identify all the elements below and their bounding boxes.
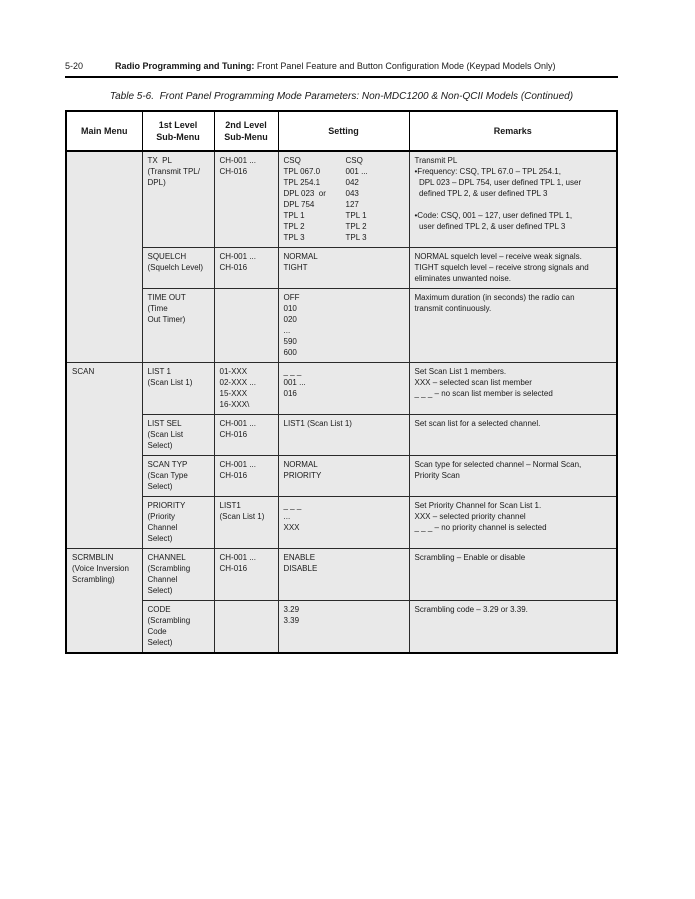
cell-line: Remarks (493, 126, 532, 136)
cell-line: Setting (328, 126, 359, 136)
table-row (66, 497, 617, 549)
cell-line: 02-XXX ... (219, 378, 256, 387)
cell-line: 3.29 (283, 605, 300, 614)
remarks-cell (409, 497, 617, 549)
table-row (66, 601, 617, 654)
column-header-remarks (409, 111, 617, 151)
page-content (65, 61, 618, 654)
cell-line: CH-001 ... (219, 419, 256, 428)
main-menu-cell (66, 151, 142, 363)
cell-line: Sub-Menu (156, 132, 200, 142)
sub1-cell (142, 549, 214, 601)
cell-line: Select) (147, 586, 173, 595)
sub1-cell (142, 456, 214, 497)
cell-line: Select) (147, 638, 173, 647)
cell-line: Scrambling code – 3.29 or 3.39. (414, 605, 528, 614)
cell-line: TPL 2 (345, 222, 367, 231)
table-header-row (66, 111, 617, 151)
cell-line: Scrambling) (72, 575, 115, 584)
cell-line: •Code: CSQ, 001 – 127, user defined TPL 1, (414, 211, 573, 220)
setting-frequency-column (284, 155, 346, 243)
cell-line: Priority Scan (414, 471, 460, 480)
cell-line: CH-016 (219, 167, 248, 176)
sub1-cell (142, 497, 214, 549)
cell-line: TIGHT squelch level – receive strong signals and (414, 263, 589, 272)
cell-line: CH-001 ... (219, 156, 256, 165)
cell-line: Main Menu (81, 126, 128, 136)
cell-line: (Scan Type (147, 471, 188, 480)
sub2-cell (214, 151, 278, 248)
setting-cell (278, 497, 409, 549)
setting-cell (278, 456, 409, 497)
main-menu-cell (66, 549, 142, 654)
cell-line: Select) (147, 534, 173, 543)
cell-line: 001 ... (345, 167, 368, 176)
cell-line: SCRMBLIN (72, 553, 114, 562)
cell-line: CSQ (345, 156, 363, 165)
cell-line: ... (283, 512, 291, 521)
cell-line: TPL 1 (345, 211, 367, 220)
cell-line: DPL 023 or (283, 189, 326, 198)
cell-line: Set scan list for a selected channel. (414, 419, 541, 428)
cell-line: _ _ _ (283, 501, 302, 510)
cell-line: Scrambling – Enable or disable (414, 553, 526, 562)
setting-cell (278, 248, 409, 289)
cell-line: _ _ _ – no priority channel is selected (414, 523, 547, 532)
remarks-cell (409, 289, 617, 363)
cell-line: CH-001 ... (219, 252, 256, 261)
cell-line: XXX – selected priority channel (414, 512, 526, 521)
cell-line: TPL 1 (283, 211, 305, 220)
cell-line: TPL 3 (283, 233, 305, 242)
cell-line: XXX (283, 523, 300, 532)
cell-line: SQUELCH (147, 252, 187, 261)
cell-line: SCAN TYP (147, 460, 188, 469)
table-row (66, 549, 617, 601)
cell-line: CODE (147, 605, 171, 614)
cell-line: PRIORITY (283, 471, 322, 480)
cell-line: TPL 254.1 (283, 178, 321, 187)
cell-line: transmit continuously. (414, 304, 492, 313)
header-title-bold: Radio Programming and Tuning: (115, 61, 255, 71)
table-row (66, 415, 617, 456)
cell-line: Sub-Menu (224, 132, 268, 142)
cell-line: TPL 067.0 (283, 167, 321, 176)
sub1-cell (142, 289, 214, 363)
cell-line: CHANNEL (147, 553, 186, 562)
remarks-cell (409, 456, 617, 497)
cell-line: TX PL (147, 156, 172, 165)
cell-line: CH-016 (219, 564, 248, 573)
table-row (66, 151, 617, 248)
sub2-cell (214, 601, 278, 654)
cell-line: _ _ _ – no scan list member is selected (414, 389, 553, 398)
cell-line: CSQ (283, 156, 301, 165)
cell-line: LIST SEL (147, 419, 182, 428)
cell-line: 01-XXX (219, 367, 248, 376)
cell-line: DPL 754 (283, 200, 315, 209)
column-header-sub1 (142, 111, 214, 151)
cell-line: 590 (283, 337, 297, 346)
header-rule (65, 76, 618, 78)
cell-line: 2nd Level (225, 120, 267, 130)
cell-line: (Time (147, 304, 168, 313)
cell-line: CH-016 (219, 471, 248, 480)
main-menu-cell (66, 363, 142, 549)
cell-line: 010 (283, 304, 297, 313)
table-row (66, 363, 617, 415)
sub1-cell (142, 248, 214, 289)
cell-line: TIGHT (283, 263, 308, 272)
sub1-cell (142, 415, 214, 456)
table-row (66, 289, 617, 363)
header-title (115, 61, 556, 71)
sub1-cell (142, 363, 214, 415)
cell-line: 16-XXX\ (219, 400, 250, 409)
cell-line: (Priority (147, 512, 176, 521)
setting-cell (278, 415, 409, 456)
setting-code-column (346, 155, 405, 243)
cell-line: Set Scan List 1 members. (414, 367, 507, 376)
sub2-cell (214, 289, 278, 363)
cell-line: 016 (283, 389, 297, 398)
cell-line: NORMAL squelch level – receive weak signals. (414, 252, 582, 261)
cell-line: 600 (283, 348, 297, 357)
cell-line: DISABLE (283, 564, 318, 573)
table-row (66, 248, 617, 289)
sub2-cell (214, 248, 278, 289)
cell-line: 001 ... (283, 378, 306, 387)
header-title-rest: Front Panel Feature and Button Configuration Mode (Keypad Models Only) (254, 61, 556, 71)
cell-line: TPL 2 (283, 222, 305, 231)
cell-line: Set Priority Channel for Scan List 1. (414, 501, 542, 510)
cell-line: Code (147, 627, 167, 636)
cell-line: ... (283, 326, 291, 335)
cell-line: (Scan List 1) (219, 512, 265, 521)
cell-line: Select) (147, 482, 173, 491)
column-header-main-menu (66, 111, 142, 151)
cell-line: TPL 3 (345, 233, 367, 242)
cell-line: LIST1 (219, 501, 241, 510)
cell-line: Scan type for selected channel – Normal Scan, (414, 460, 582, 469)
cell-line: (Scan List 1) (147, 378, 193, 387)
remarks-cell (409, 248, 617, 289)
cell-line: NORMAL (283, 460, 318, 469)
cell-line: XXX – selected scan list member (414, 378, 532, 387)
cell-line: 043 (345, 189, 359, 198)
setting-columns (284, 155, 405, 243)
cell-line: eliminates unwanted noise. (414, 274, 512, 283)
cell-line: defined TPL 2, & user defined TPL 3 (414, 189, 548, 198)
cell-line: CH-016 (219, 430, 248, 439)
cell-line (415, 199, 613, 210)
remarks-cell (409, 363, 617, 415)
cell-line: (Scrambling (147, 564, 191, 573)
cell-line: (Voice Inversion (72, 564, 129, 573)
cell-line: (Scrambling (147, 616, 191, 625)
cell-line: 020 (283, 315, 297, 324)
cell-line: SCAN (72, 367, 95, 376)
remarks-cell (409, 549, 617, 601)
sub1-cell (142, 151, 214, 248)
cell-line: Transmit PL (414, 156, 458, 165)
setting-cell (278, 363, 409, 415)
sub2-cell (214, 497, 278, 549)
cell-line: CH-001 ... (219, 553, 256, 562)
cell-line: Select) (147, 441, 173, 450)
cell-line: ENABLE (283, 553, 316, 562)
parameters-table (65, 110, 618, 654)
cell-line: 042 (345, 178, 359, 187)
sub2-cell (214, 363, 278, 415)
cell-line: 15-XXX (219, 389, 248, 398)
cell-line: TIME OUT (147, 293, 186, 302)
cell-line: •Frequency: CSQ, TPL 67.0 – TPL 254.1, (414, 167, 561, 176)
cell-line: CH-016 (219, 263, 248, 272)
setting-cell (278, 151, 409, 248)
sub2-cell (214, 456, 278, 497)
cell-line: 3.39 (283, 616, 300, 625)
cell-line: OFF (283, 293, 300, 302)
remarks-cell (409, 601, 617, 654)
cell-line: user defined TPL 2, & user defined TPL 3 (414, 222, 566, 231)
column-header-setting (278, 111, 409, 151)
table-row (66, 456, 617, 497)
cell-line: DPL) (147, 178, 166, 187)
setting-cell (278, 601, 409, 654)
cell-line: Channel (147, 523, 178, 532)
sub1-cell (142, 601, 214, 654)
cell-line: Out Timer) (147, 315, 186, 324)
cell-line: DPL 023 – DPL 754, user defined TPL 1, user (414, 178, 582, 187)
cell-line: LIST1 (Scan List 1) (283, 419, 352, 428)
cell-line: NORMAL (283, 252, 318, 261)
sub2-cell (214, 415, 278, 456)
cell-line: _ _ _ (283, 367, 302, 376)
cell-line: (Scan List (147, 430, 184, 439)
cell-line: PRIORITY (147, 501, 186, 510)
table-row (66, 111, 617, 151)
setting-cell (278, 549, 409, 601)
cell-line: CH-001 ... (219, 460, 256, 469)
cell-line: Channel (147, 575, 178, 584)
cell-line: Maximum duration (in seconds) the radio can (414, 293, 575, 302)
cell-line: (Transmit TPL/ (147, 167, 200, 176)
page-header (65, 61, 618, 71)
remarks-cell (409, 151, 617, 248)
cell-line: 1st Level (158, 120, 198, 130)
cell-line: (Squelch Level) (147, 263, 204, 272)
setting-cell (278, 289, 409, 363)
column-header-sub2 (214, 111, 278, 151)
sub2-cell (214, 549, 278, 601)
remarks-cell (409, 415, 617, 456)
cell-line: 127 (345, 200, 359, 209)
page-number: 5-20 (65, 61, 84, 71)
cell-line: LIST 1 (147, 367, 171, 376)
table-title: Table 5-6. Front Panel Programming Mode Parameters: Non-MDC1200 & Non-QCII Models (Continued) (109, 91, 574, 102)
table-body (66, 151, 617, 653)
